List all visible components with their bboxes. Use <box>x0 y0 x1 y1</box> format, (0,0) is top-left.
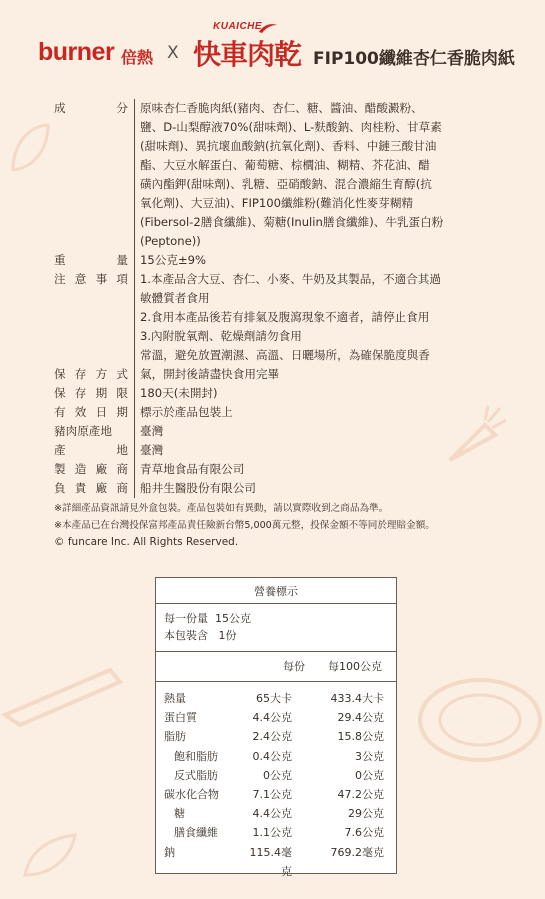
spec-row-manufacturer <box>54 460 494 479</box>
spec-label-manufacturer: 製 造 廠 商 <box>54 462 128 476</box>
spec-value-origin: 臺灣 <box>134 441 494 460</box>
spec-value-caution: 1.本產品含大豆、杏仁、小麥、牛奶及其製品，不適合其過 敏體質者食用 2.食用本產品後若有排氣及腹瀉現象不適者，請停止食用 3.內附脫氧劑、乾燥劑請勿食用 <box>134 270 494 346</box>
product-spec-table <box>54 99 494 498</box>
spec-value-manufacturer: 青草地食品有限公司 <box>134 460 494 479</box>
brand-header <box>0 0 545 92</box>
spec-row-responsible <box>54 479 494 498</box>
spec-label-shelf-life: 保 存 期 限 <box>54 386 128 400</box>
note-insurance: ※本產品已在台灣投保富邦產品責任險新台幣5,000萬元整，投保金額不等同於理賠金額。 <box>54 520 435 531</box>
leaf-decoration-icon <box>8 120 53 175</box>
nutrition-rows <box>156 682 396 878</box>
nutrient-per-100g: 47.2公克 <box>337 787 384 801</box>
nutrient-name: 飽和脂肪 <box>174 749 218 763</box>
col-per-100g: 每100公克 <box>328 660 382 673</box>
nutrient-per-serving: 1.1公克 <box>252 826 292 840</box>
spec-value-responsible: 船井生醫股份有限公司 <box>134 479 494 498</box>
nutrition-row <box>164 747 388 766</box>
nutrient-per-serving: 115.4毫克 <box>249 845 292 878</box>
servings-row <box>164 627 388 644</box>
nutrient-name: 膳食纖維 <box>174 826 218 840</box>
spec-label-storage: 保 存 方 式 <box>54 367 128 381</box>
spec-row-pork-origin <box>54 422 494 441</box>
nutrient-per-100g: 0公克 <box>355 768 384 782</box>
serving-size-label: 每一份量 <box>164 612 208 625</box>
nutrition-row <box>164 843 388 878</box>
nutrition-facts-panel <box>155 577 397 878</box>
collab-cross: X <box>167 43 179 63</box>
knife-decoration-icon <box>0 660 130 730</box>
nutrient-per-100g: 29公克 <box>348 807 384 821</box>
nutrient-per-100g: 433.4大卡 <box>330 692 384 705</box>
nutrient-name: 蛋白質 <box>164 711 197 725</box>
nutrition-row <box>164 689 388 708</box>
servings-value: 1份 <box>218 629 237 642</box>
spec-label-responsible: 負 責 廠 商 <box>54 481 128 495</box>
serving-size-value: 15公克 <box>215 612 251 625</box>
nutrition-row <box>164 766 388 785</box>
burner-logo-cn: 倍熱 <box>121 48 154 67</box>
leaf-bottom-decoration-icon <box>20 830 80 880</box>
col-per-serving: 每份 <box>283 660 305 673</box>
nutrient-per-100g: 29.4公克 <box>337 711 384 725</box>
nutrient-name: 糖 <box>174 807 185 821</box>
spec-value-pork-origin: 臺灣 <box>134 422 494 441</box>
kuaiche-logo: 快車肉乾 <box>193 38 302 71</box>
nutrient-per-100g: 15.8公克 <box>337 730 384 744</box>
spec-label-origin: 產 地 <box>54 443 128 457</box>
spec-row-shelf-life <box>54 384 494 403</box>
spec-label-caution: 注 意 事 項 <box>54 272 128 286</box>
spec-value-storage: 常溫，避免放置潮濕、高溫、日曬場所，為確保脆度與香 氣，開封後請盡快食用完畢 <box>134 346 494 384</box>
spec-row-caution <box>54 270 494 346</box>
spec-value-shelf-life: 180天(未開封) <box>134 384 494 403</box>
nutrient-per-serving: 0公克 <box>263 768 292 782</box>
nutrition-row <box>164 804 388 823</box>
spec-label-pork-origin: 豬肉原產地 <box>54 424 112 438</box>
footnotes <box>54 500 435 551</box>
nutrient-name: 熱量 <box>164 692 186 705</box>
nutrient-per-serving: 7.1公克 <box>252 787 292 801</box>
nutrient-per-100g: 769.2毫克 <box>330 845 384 859</box>
copyright: © funcare Inc. All Rights Reserved. <box>54 536 239 548</box>
nutrition-title: 營養標示 <box>156 578 396 604</box>
nutrient-per-100g: 7.6公克 <box>344 826 384 840</box>
nutrient-name: 鈉 <box>164 845 175 859</box>
spec-value-weight: 15公克±9% <box>134 251 494 270</box>
spec-value-ingredients: 原味杏仁香脆肉紙(豬肉、杏仁、糖、醬油、醋酸澱粉、 鹽、D-山梨醇液70%(甜味劑)、L-麩酸鈉、肉桂粉、甘草素 (甜味劑)、異抗壞血酸鈉(抗氧化劑)、香料、中鏈三酸甘油 酯、大豆水解蛋白、葡萄糖、棕櫚油、糊精、芥花油、醋 磺內酯鉀(甜味劑)、乳糖、亞硝酸鈉、混合濃縮生育醇(抗 氧化劑)、大豆油)、FIP100纖維粉(難消化性麥芽糊精 (Fibersol-2膳食纖維)、菊糖(Inulin膳食纖維)、牛乳蛋白粉 (Peptone)) <box>134 99 494 251</box>
nutrient-per-100g: 3公克 <box>355 749 384 763</box>
nutrition-column-header <box>156 652 396 682</box>
product-title: FIP100纖維杏仁香脆肉紙 <box>313 49 515 69</box>
spec-label-ingredients: 成 分 <box>54 101 128 115</box>
nutrition-row <box>164 785 388 804</box>
nutrition-serving-info <box>156 604 396 652</box>
spec-value-expiry: 標示於產品包裝上 <box>134 403 494 422</box>
nutrition-row <box>164 708 388 727</box>
servings-label: 本包裝含 <box>164 629 208 642</box>
nutrition-row <box>164 823 388 842</box>
spec-row-weight <box>54 251 494 270</box>
nutrient-per-serving: 2.4公克 <box>252 730 292 744</box>
serving-size-row <box>164 610 388 627</box>
nutrient-name: 反式脂肪 <box>174 768 218 782</box>
kuaiche-logo-en: KUAICHE <box>213 21 263 32</box>
burner-logo: burner <box>38 38 115 66</box>
nutrient-per-serving: 4.4公克 <box>252 807 292 821</box>
plate-decoration-icon <box>405 660 545 770</box>
spec-row-origin <box>54 441 494 460</box>
nutrient-name: 脂肪 <box>164 730 186 744</box>
spec-row-ingredients <box>54 99 494 251</box>
nutrient-per-serving: 0.4公克 <box>252 749 292 763</box>
spec-row-expiry <box>54 403 494 422</box>
nutrition-row <box>164 727 388 746</box>
note-package-info: ※詳細產品資訊請見外盒包裝。產品包裝如有異動，請以實際收到之商品為準。 <box>54 503 389 514</box>
nutrient-per-serving: 65大卡 <box>256 692 292 705</box>
spec-row-storage <box>54 346 494 384</box>
spec-label-weight: 重 量 <box>54 253 128 267</box>
spec-label-expiry: 有 效 日 期 <box>54 405 128 419</box>
nutrient-name: 碳水化合物 <box>164 787 219 801</box>
nutrient-per-serving: 4.4公克 <box>252 711 292 725</box>
